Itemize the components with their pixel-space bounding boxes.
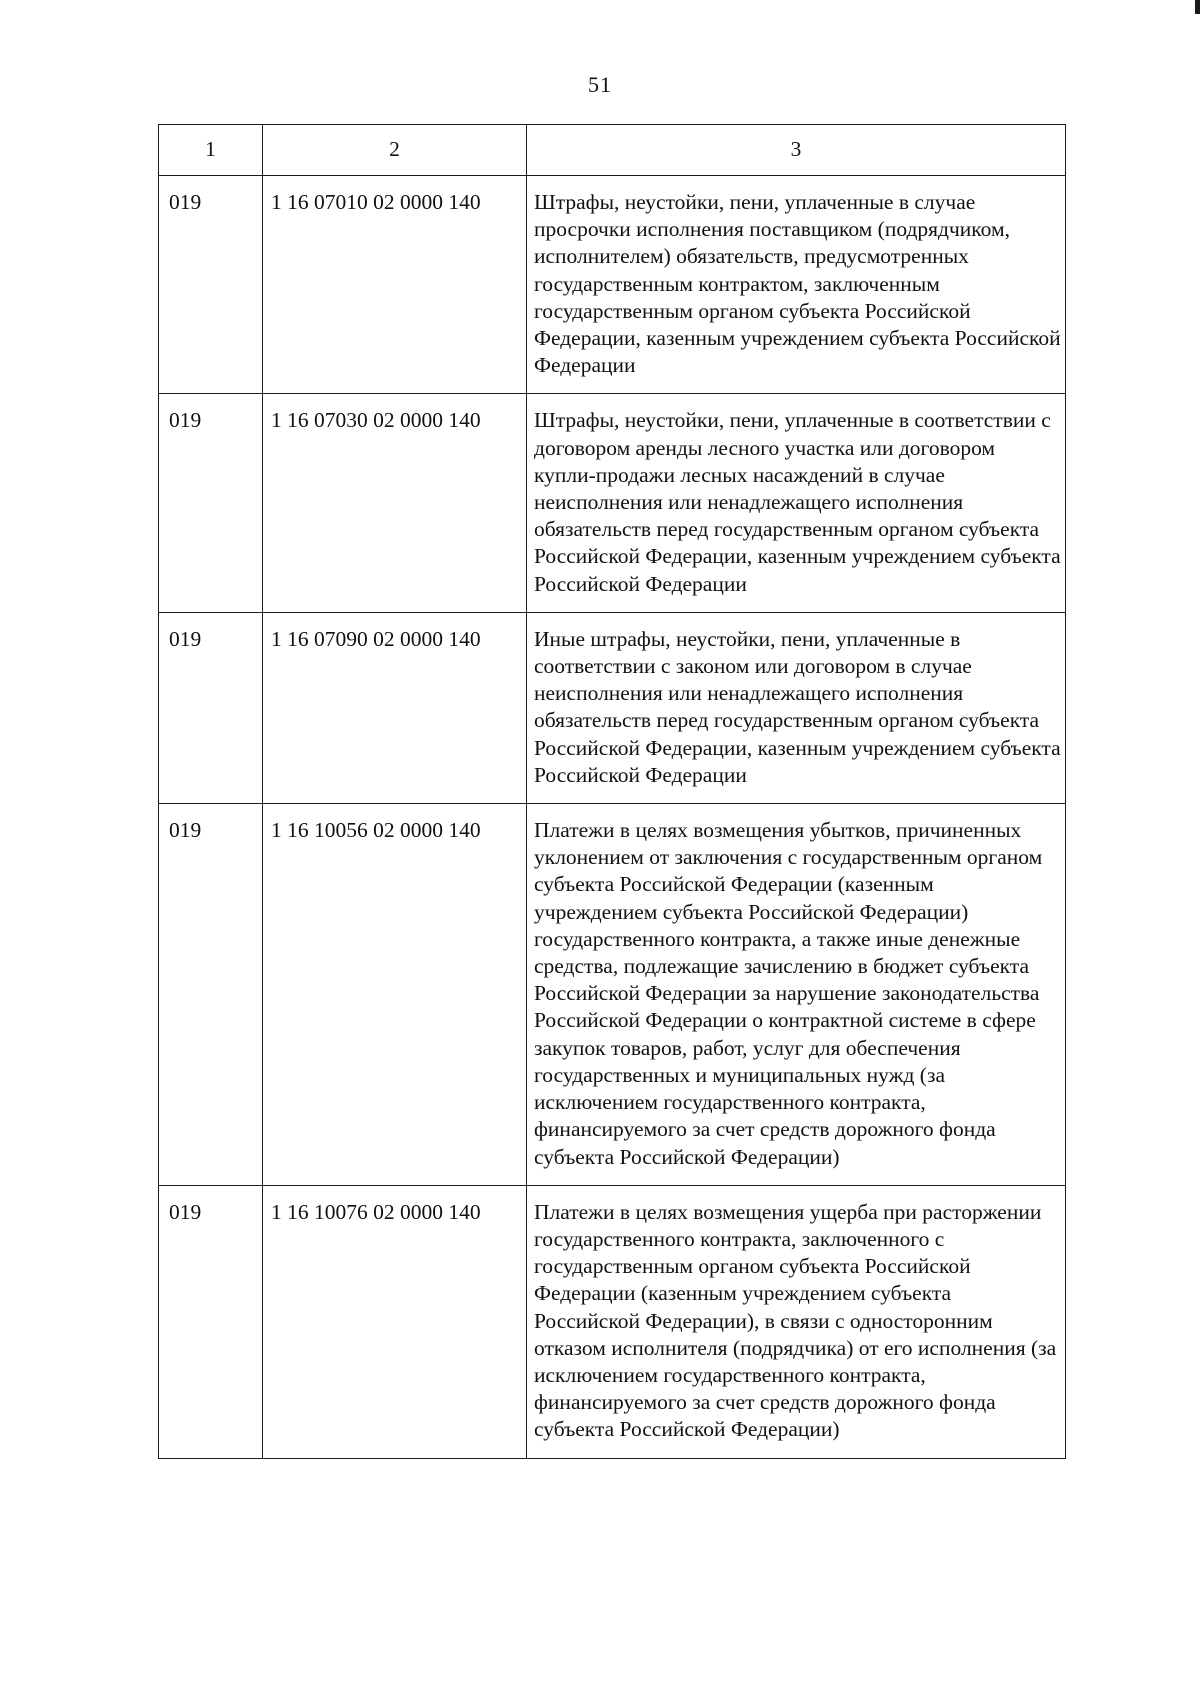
description-cell: Штрафы, неустойки, пени, уплаченные в соответствии с договором аренды лесного участка или договором купли-продажи лесных насаждений в случае неисполнения или ненадлежащего исполнения обязательств перед государственным органом субъекта Российской Федерации, казенным учреждением субъекта Российской Федерации bbox=[527, 394, 1066, 612]
budget-code-cell: 1 16 10056 02 0000 140 bbox=[263, 804, 527, 1186]
description-cell: Платежи в целях возмещения ущерба при расторжении государственного контракта, заключенного с государственным органом субъекта Российской Федерации (казенным учреждением субъекта Российской Федерации), в связи с односторонним отказом исполнителя (подрядчика) от его исполнения (за исключением государственного контракта, финансируемого за счет средств дорожного фонда субъекта Российской Федерации) bbox=[527, 1185, 1066, 1458]
description-cell: Штрафы, неустойки, пени, уплаченные в случае просрочки исполнения поставщиком (подрядчиком, исполнителем) обязательств, предусмотренных государственным контрактом, заключенным государственным органом субъекта Российской Федерации, казенным учреждением субъекта Российской Федерации bbox=[527, 176, 1066, 394]
scan-edge-mark bbox=[1195, 0, 1200, 14]
table-row bbox=[159, 1185, 1066, 1458]
table-header-row bbox=[159, 125, 1066, 176]
column-header-2: 2 bbox=[263, 125, 527, 176]
column-header-1: 1 bbox=[159, 125, 263, 176]
table-row bbox=[159, 804, 1066, 1186]
description-cell: Платежи в целях возмещения убытков, причиненных уклонением от заключения с государственным органом субъекта Российской Федерации (казенным учреждением субъекта Российской Федерации) государственного контракта, а также иные денежные средства, подлежащие зачислению в бюджет субъекта Российской Федерации за нарушение законодательства Российской Федерации о контрактной системе в сфере закупок товаров, работ, услуг для обеспечения государственных и муниципальных нужд (за исключением государственного контракта, финансируемого за счет средств дорожного фонда субъекта Российской Федерации) bbox=[527, 804, 1066, 1186]
budget-code-cell: 1 16 07090 02 0000 140 bbox=[263, 612, 527, 803]
admin-code-cell: 019 bbox=[159, 612, 263, 803]
budget-code-cell: 1 16 10076 02 0000 140 bbox=[263, 1185, 527, 1458]
budget-codes-table bbox=[158, 124, 1066, 1459]
admin-code-cell: 019 bbox=[159, 1185, 263, 1458]
column-header-3: 3 bbox=[527, 125, 1066, 176]
admin-code-cell: 019 bbox=[159, 176, 263, 394]
budget-code-cell: 1 16 07010 02 0000 140 bbox=[263, 176, 527, 394]
budget-code-cell: 1 16 07030 02 0000 140 bbox=[263, 394, 527, 612]
page-number: 51 bbox=[588, 72, 612, 97]
table-row bbox=[159, 394, 1066, 612]
table-row bbox=[159, 176, 1066, 394]
table-row bbox=[159, 612, 1066, 803]
description-cell: Иные штрафы, неустойки, пени, уплаченные в соответствии с законом или договором в случае неисполнения или ненадлежащего исполнения обязательств перед государственным органом субъекта Российской Федерации, казенным учреждением субъекта Российской Федерации bbox=[527, 612, 1066, 803]
admin-code-cell: 019 bbox=[159, 804, 263, 1186]
admin-code-cell: 019 bbox=[159, 394, 263, 612]
